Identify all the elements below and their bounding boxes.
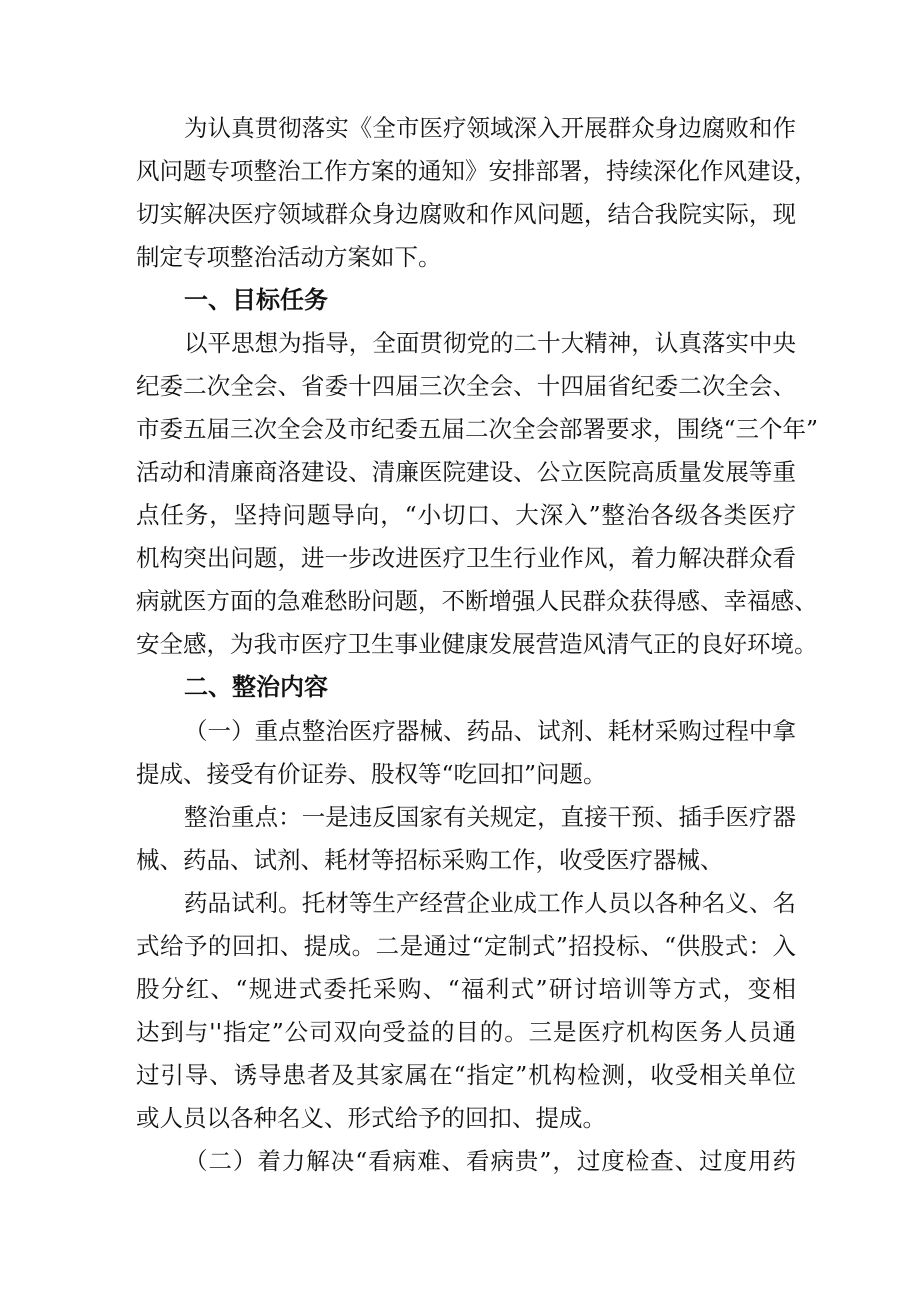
item-1-line-1: （一）重点整治医疗器械、药品、试剂、耗材采购过程中拿 xyxy=(184,717,796,745)
section-1-line-1: 以平思想为指导，全面贯彻党的二十大精神，认真落实中央 xyxy=(184,329,796,357)
section-2-heading: 二、整治内容 xyxy=(184,673,328,701)
focus-2-line-5: 过引导、诱导患者及其家属在“指定”机构检测，收受相关单位 xyxy=(136,1061,796,1089)
focus-2-line-2: 式给予的回扣、提成。二是通过“定制式”招投标、“供股式：入 xyxy=(136,932,796,960)
item-2-line-1: （二）着力解决“看病难、看病贵”，过度检查、过度用药 xyxy=(184,1147,796,1175)
section-1-line-4: 活动和清廉商洛建设、清廉医院建设、公立医院高质量发展等重 xyxy=(136,458,796,486)
section-1-line-8: 安全感，为我市医疗卫生事业健康发展营造风清气正的良好环境。 xyxy=(136,630,818,658)
focus-2-line-6: 或人员以各种名义、形式给予的回扣、提成。 xyxy=(136,1104,606,1132)
focus-2-line-4: 达到与''指定”公司双向受益的目的。三是医疗机构医务人员通 xyxy=(136,1018,796,1046)
focus-1-line-1: 整治重点：一是违反国家有关规定，直接干预、插手医疗器 xyxy=(184,803,796,831)
intro-line-3: 切实解决医疗领域群众身边腐败和作风问题，结合我院实际，现 xyxy=(136,200,796,228)
focus-2-line-1: 药品试利。托材等生产经营企业成工作人员以各种名义、名 xyxy=(184,889,796,917)
item-1-line-2: 提成、接受有价证券、股权等“吃回扣”问题。 xyxy=(136,760,607,788)
intro-line-4: 制定专项整治活动方案如下。 xyxy=(136,243,442,271)
focus-2-line-3: 股分红、“规进式委托采购、“福利式”研讨培训等方式，变相 xyxy=(136,975,796,1003)
section-1-line-7: 病就医方面的急难愁盼问题，不断增强人民群众获得感、幸福感、 xyxy=(136,587,818,615)
section-1-line-3: 市委五届三次全会及市纪委五届二次全会部署要求，围绕“三个年” xyxy=(136,415,819,443)
section-1-line-2: 纪委二次全会、省委十四届三次全会、十四届省纪委二次全会、 xyxy=(136,372,796,400)
intro-line-1: 为认真贯彻落实《全市医疗领域深入开展群众身边腐败和作 xyxy=(184,114,796,142)
section-1-line-6: 机构突出问题，进一步改进医疗卫生行业作风，着力解决群众看 xyxy=(136,544,796,572)
focus-1-line-2: 械、药品、试剂、耗材等招标采购工作，收受医疗器械、 xyxy=(136,846,724,874)
section-1-heading: 一、目标任务 xyxy=(184,286,328,314)
section-1-line-5: 点任务，坚持问题导向，“小切口、大深入”整治各级各类医疗 xyxy=(136,501,796,529)
intro-line-2: 风问题专项整治工作方案的通知》安排部署，持续深化作风建设， xyxy=(136,157,818,185)
